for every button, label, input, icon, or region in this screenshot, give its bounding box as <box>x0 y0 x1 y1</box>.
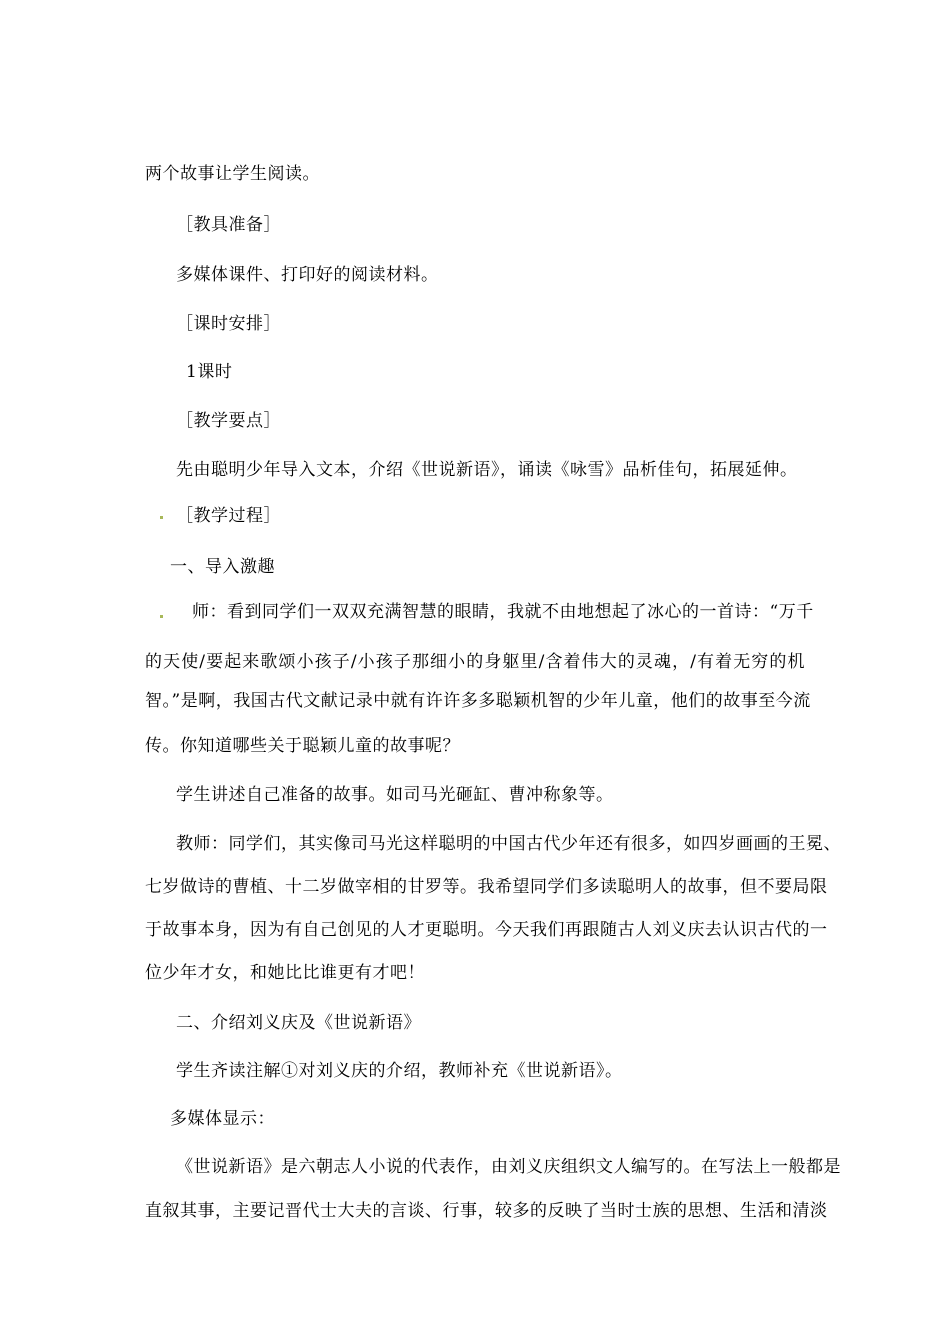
margin-mark <box>160 516 163 519</box>
section-heading-intro: 一、导入激趣 <box>170 557 275 577</box>
paragraph-teacher2-line-4: 位少年才女，和她比比谁更有才吧！ <box>145 963 425 983</box>
paragraph-students: 学生讲述自己准备的故事。如司马光砸缸、曹冲称象等。 <box>176 785 614 805</box>
section-heading-teaching-aids: ［教具准备］ <box>176 215 281 235</box>
text-line-intro: 两个故事让学生阅读。 <box>145 164 320 184</box>
paragraph-teacher2-line-3: 于故事本身，因为有自己创见的人才更聪明。今天我们再跟随古人刘义庆去认识古代的一 <box>145 920 828 940</box>
paragraph-teacher-line-3: 智。”是啊，我国古代文献记录中就有许许多多聪颖机智的少年儿童，他们的故事至今流 <box>145 691 811 711</box>
paragraph-notes: 学生齐读注解①对刘义庆的介绍，教师补充《世说新语》。 <box>176 1061 623 1081</box>
section-heading-process: ［教学过程］ <box>176 506 281 526</box>
text-line-key-points: 先由聪明少年导入文本，介绍《世说新语》，诵读《咏雪》品析佳句，拓展延伸。 <box>176 460 798 480</box>
paragraph-shishuo-line-1: 《世说新语》是六朝志人小说的代表作，由刘义庆组织文人编写的。在写法上一般都是 <box>176 1157 841 1177</box>
section-heading-author: 二、介绍刘义庆及《世说新语》 <box>176 1013 421 1033</box>
paragraph-multimedia-label: 多媒体显示： <box>170 1109 275 1129</box>
section-heading-schedule: ［课时安排］ <box>176 314 281 334</box>
paragraph-shishuo-line-2: 直叙其事，主要记晋代士大夫的言谈、行事，较多的反映了当时士族的思想、生活和清淡 <box>145 1201 828 1221</box>
paragraph-teacher2-line-1: 教师：同学们，其实像司马光这样聪明的中国古代少年还有很多，如四岁画画的王冕、 <box>176 834 841 854</box>
paragraph-teacher2-line-2: 七岁做诗的曹植、十二岁做宰相的甘罗等。我希望同学们多读聪明人的故事，但不要局限 <box>145 877 828 897</box>
text-line-schedule: 1课时 <box>186 362 233 382</box>
paragraph-teacher-line-1: 师：看到同学们一双双充满智慧的眼睛，我就不由地想起了冰心的一首诗：“万千 <box>192 602 814 622</box>
paragraph-teacher-line-2: 的天使/要起来歌颂小孩子/小孩子那细小的身躯里/含着伟大的灵魂，/有着无穷的机 <box>145 652 805 672</box>
margin-mark <box>160 615 163 618</box>
section-heading-key-points: ［教学要点］ <box>176 411 281 431</box>
text-line-teaching-aids: 多媒体课件、打印好的阅读材料。 <box>176 265 439 285</box>
paragraph-teacher-line-4: 传。你知道哪些关于聪颖儿童的故事呢？ <box>145 736 460 756</box>
